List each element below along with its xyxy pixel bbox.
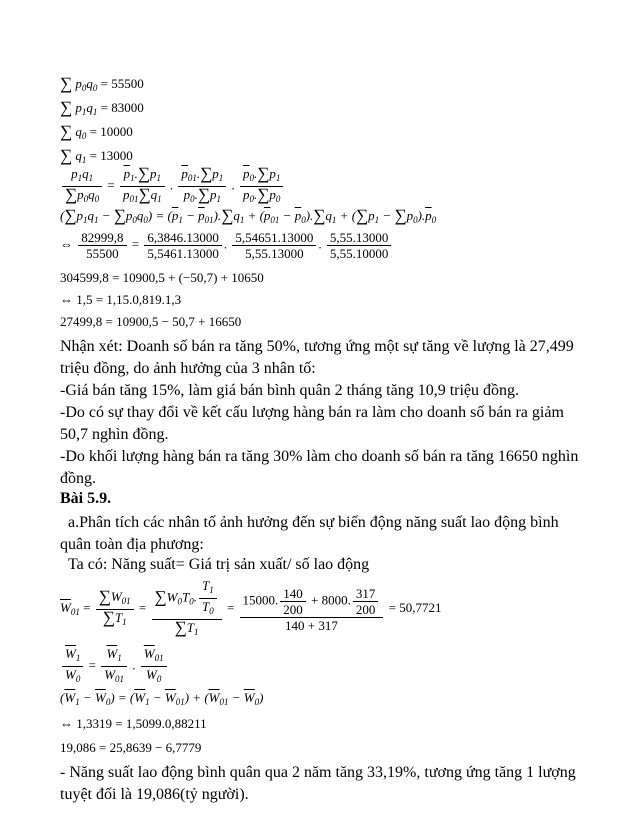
section-title: Bài 5.9. [60,490,112,507]
formula-line-8: 304599,8 = 10900,5 + (−50,7) + 10650 [60,270,264,285]
formula-sum-q1: ∑ $q_1 = 13000$ [60,146,133,165]
paragraph-conclusion: - Năng suất lao động bình quân qua 2 năm tăng 33,19%, tương ứng tăng 1 lượng tuyệt đối là 19,086(tỷ người). [60,764,576,803]
formula-sum-p0q0: ∑ $p_0q_0 = 55500$ [60,74,144,93]
paragraph-price-factor: -Giá bán tăng 15%, làm giá bán bình quân 2 tháng tăng 10,9 triệu đồng. [60,382,520,399]
paragraph-structure-factor: -Do có sự thay đổi về kết cấu lượng hàng bán ra làm cho doanh số bán ra giảm 50,7 nghìn đồng. [60,404,564,443]
formula-sum-q0: ∑ $q_0 = 10000$ [60,122,133,141]
paragraph-volume-factor: -Do khối lượng hàng bán ra tăng 30% làm cho doanh số bán ra tăng 16650 nghìn đồng. [60,448,579,487]
paragraph-task-a: a.Phân tích các nhân tố ảnh hưởng đến sự biến động năng suất lao động bình quân toàn địa phương: [60,514,559,553]
formula-numeric-ratio: ⇔ $\frac{82999,8}{55500}$ = $\frac{6,3846.13000}{5,5461.13000}$ . $\frac{5,54651.13000}{5,55.13000}$ . $\frac{5,55.13000}{5,55.10000}$ [60,230,393,261]
paragraph-remark: Nhận xét: Doanh số bán ra tăng 50%, tương ứng một sự tăng về lượng là 27,499 triệu đồng, do ảnh hưởng của 3 nhân tố: [60,338,574,377]
formula-line-10: 27499,8 = 10900,5 − 50,7 + 16650 [60,314,242,329]
formula-sum-p1q1: ∑ $p_1q_1 = 83000$ [60,98,144,117]
formula-line-g4: 19,086 = 25,8639 − 6,7779 [60,740,202,755]
formula-productivity-absolute: $(\overline{W}_1 - \overline{W}_0) = (\overline{W}_1 - \overline{W}_{01}) + (\overline{W}_{01} - \overline{W}_0)$ [60,690,264,707]
formula-line-g3: ⇔ 1,3319 = 1,5099.0,88211 [60,716,207,731]
formula-absolute-decomposition: $(\sum p_1q_1 - \sum p_0q_0) = (\overline{p}_1 - \overline{p}_{01}).\sum q_1 + (\overline{p}_{01} - \overline{p}_0).\sum q_1 + (\sum p_1 - \sum p_0).\overline{p}_0$ [60,206,437,225]
formula-avg-productivity: $\overline{W}_{01}$ = $\frac{\sum W_{01}}{\sum T_1}$ = $\sum W_0T_0$. $\frac{T_1}{T_0}$ $\sum T_1$ = 15000. $\frac{140}{200}$ + 8000. $\frac{317}{200}$ 140 + 317 = 50,7721 [60,578,442,637]
formula-line-9: ⇔ 1,5 = 1,15.0,819.1,3 [60,292,182,307]
formula-productivity-index: $\frac{\overline{W}_1}{\overline{W}_0}$ = $\frac{\overline{W}_1}{\overline{W}_{01}}$ . $\frac{\overline{W}_{01}}{\overline{W}_0}$ [60,646,169,687]
formula-index-decomposition: $\frac{p_1q_1}{\sum p_0q_0}$ = $\frac{\overline{p}_1.\sum p_1}{\overline{p}_{01}\sum q_1}$ . $\frac{\overline{p}_{01}.\sum p_1}{\overline{p}_0.\sum p_1}$ . $\frac{\overline{p}_0.\sum p_1}{\overline{p}_0.\sum p_0}$ [60,166,285,207]
paragraph-definition: Ta có: Năng suất= Giá trị sản xuất/ số lao động [68,556,370,573]
